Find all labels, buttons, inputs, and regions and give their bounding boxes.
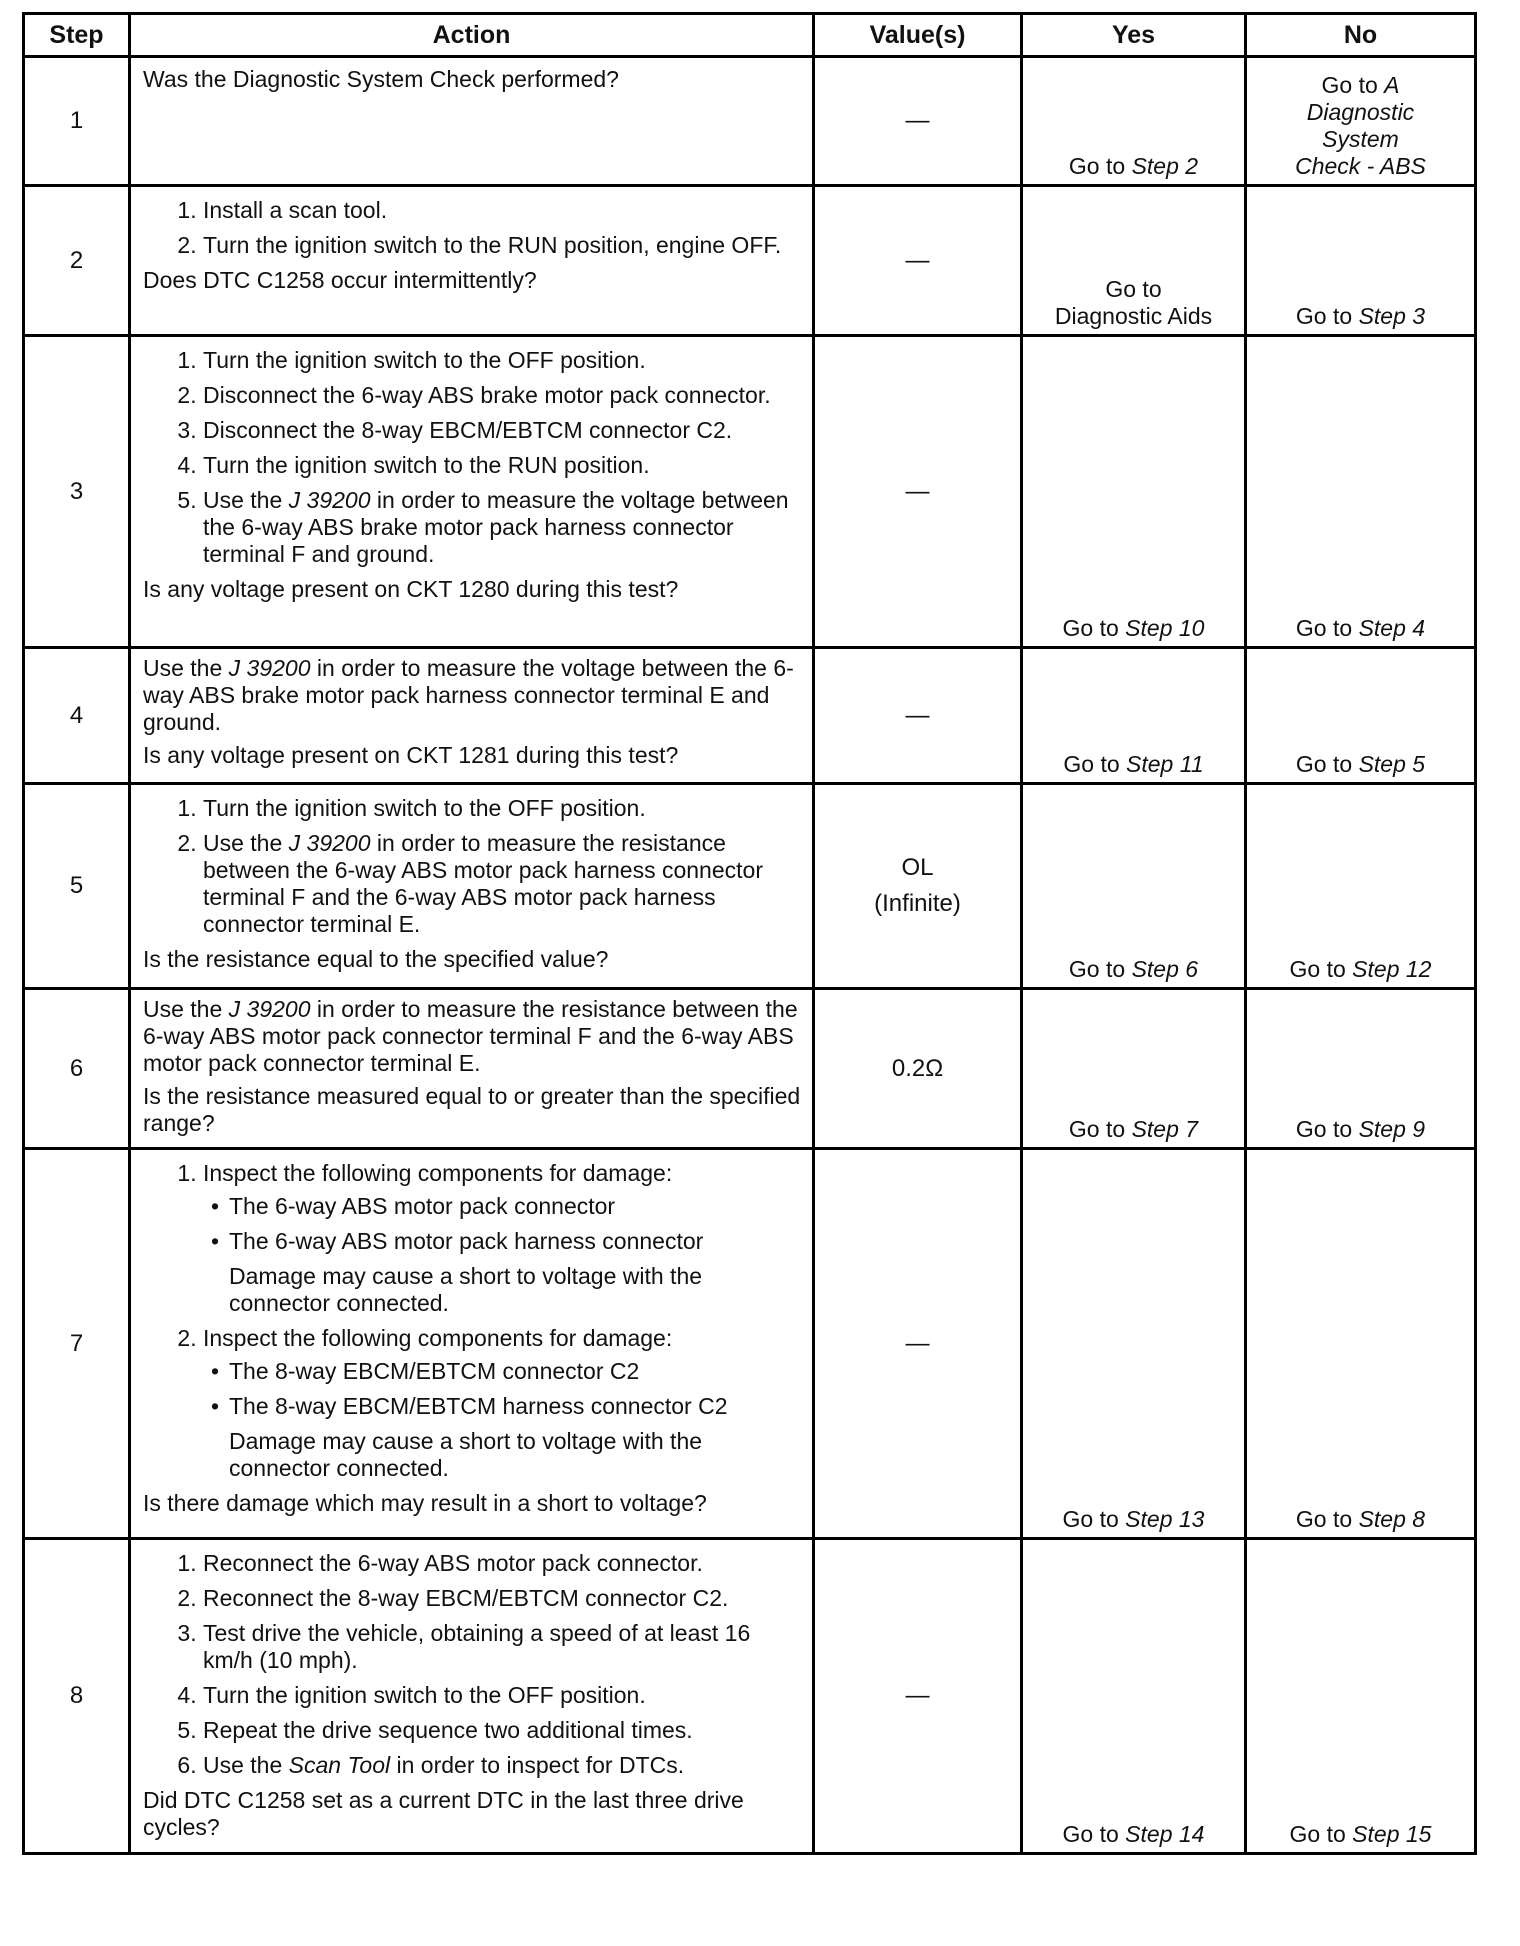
no-prefix: Go to xyxy=(1289,1821,1353,1847)
value-cell: — xyxy=(814,1149,1022,1539)
action-cell xyxy=(130,57,814,186)
action-cell xyxy=(130,1539,814,1854)
list-item: 4. Turn the ignition switch to the RUN position. xyxy=(203,452,804,479)
no-link-line-3[interactable]: System xyxy=(1322,126,1399,152)
no-link-step-8[interactable]: Step 8 xyxy=(1358,1506,1426,1532)
step-number: 4 xyxy=(24,648,130,784)
no-cell xyxy=(1246,784,1476,989)
table-row-step-8 xyxy=(24,1539,1476,1854)
yes-prefix: Go to xyxy=(1068,1116,1132,1142)
table-row-step-1 xyxy=(24,57,1476,186)
value-cell: — xyxy=(814,648,1022,784)
no-prefix: Go to xyxy=(1295,751,1359,777)
list-item: 1. Turn the ignition switch to the OFF position. xyxy=(203,347,804,374)
action-cell xyxy=(130,336,814,648)
tool-name: J 39200 xyxy=(228,996,311,1022)
step-number: 1 xyxy=(24,57,130,186)
text-segment: in order to measure the resistance between the 6-way ABS motor pack connector terminal F and the 6-way ABS motor pack connector terminal E. xyxy=(143,996,798,1076)
yes-cell xyxy=(1022,989,1246,1149)
step-number: 5 xyxy=(24,784,130,989)
text-segment: Use the xyxy=(143,655,229,681)
tool-name: J 39200 xyxy=(288,830,371,856)
action-cell xyxy=(130,784,814,989)
header-step: Step xyxy=(24,14,130,57)
yes-link-step-11[interactable]: Step 11 xyxy=(1126,751,1204,777)
yes-prefix: Go to xyxy=(1062,1506,1126,1532)
yes-cell xyxy=(1022,186,1246,336)
question-text: Is any voltage present on CKT 1281 during this test? xyxy=(143,742,679,768)
yes-cell xyxy=(1022,57,1246,186)
no-link-step-15[interactable]: Step 15 xyxy=(1352,1821,1432,1847)
yes-link-step-10[interactable]: Step 10 xyxy=(1125,615,1205,641)
no-prefix: Go to xyxy=(1295,1506,1359,1532)
yes-link-diagnostic-aids[interactable]: Diagnostic Aids xyxy=(1054,303,1213,329)
list-item: 2. Reconnect the 8-way EBCM/EBTCM connector C2. xyxy=(203,1585,804,1612)
text-segment: in order to measure the resistance between the 6-way ABS motor pack harness connector terminal F and the 6-way ABS motor pack harness connector terminal E. xyxy=(203,830,763,937)
diagnostic-table xyxy=(22,12,1477,1855)
table-row-step-7 xyxy=(24,1149,1476,1539)
no-link-line-2[interactable]: Diagnostic xyxy=(1306,99,1415,125)
instruction-list xyxy=(143,1160,804,1482)
instruction-list xyxy=(143,795,804,938)
no-prefix: Go to xyxy=(1321,72,1385,98)
no-cell xyxy=(1246,1539,1476,1854)
list-item xyxy=(203,1752,804,1779)
no-link-line-4[interactable]: Check - ABS xyxy=(1295,153,1426,179)
list-item: 1. Turn the ignition switch to the OFF position. xyxy=(203,795,804,822)
bullet-item: • The 8-way EBCM/EBTCM harness connector C2 xyxy=(229,1393,804,1420)
action-cell xyxy=(130,186,814,336)
list-item: 1. Reconnect the 6-way ABS motor pack connector. xyxy=(203,1550,804,1577)
no-cell xyxy=(1246,336,1476,648)
yes-link-step-7[interactable]: Step 7 xyxy=(1131,1116,1199,1142)
value-ol: OL xyxy=(901,854,934,881)
text-segment: in order to measure the voltage between the 6-way ABS brake motor pack harness connector terminal E and ground. xyxy=(143,655,794,735)
yes-prefix: Go to xyxy=(1062,1821,1126,1847)
list-item: 2. Disconnect the 6-way ABS brake motor pack connector. xyxy=(203,382,804,409)
bullet-list xyxy=(203,1358,804,1420)
inspect-lead: Inspect the following components for damage: xyxy=(203,1325,673,1351)
question-text: Is the resistance equal to the specified value? xyxy=(143,946,609,972)
tool-name: J 39200 xyxy=(228,655,311,681)
no-link-step-12[interactable]: Step 12 xyxy=(1352,956,1432,982)
action-cell xyxy=(130,1149,814,1539)
header-action: Action xyxy=(130,14,814,57)
yes-link-step-13[interactable]: Step 13 xyxy=(1125,1506,1205,1532)
header-no: No xyxy=(1246,14,1476,57)
yes-link-step-14[interactable]: Step 14 xyxy=(1125,1821,1205,1847)
no-prefix: Go to xyxy=(1295,615,1359,641)
yes-prefix: Go to xyxy=(1068,956,1132,982)
text-segment: in order to measure the voltage between the 6-way ABS brake motor pack harness connector terminal F and ground. xyxy=(203,487,789,567)
value-cell: — xyxy=(814,336,1022,648)
text-segment: in order to inspect for DTCs. xyxy=(390,1752,685,1778)
table-row-step-5 xyxy=(24,784,1476,989)
instruction-list xyxy=(143,347,804,568)
question-text: Is any voltage present on CKT 1280 during this test? xyxy=(143,576,679,602)
header-row xyxy=(24,14,1476,57)
instruction-text xyxy=(143,655,794,735)
list-item xyxy=(203,1160,804,1317)
text-segment: Use the xyxy=(203,487,289,513)
damage-note: Damage may cause a short to voltage with the connector connected. xyxy=(229,1428,703,1481)
instruction-list xyxy=(143,1550,804,1779)
question-text: Does DTC C1258 occur intermittently? xyxy=(143,267,537,293)
yes-line-1: Go to xyxy=(1105,276,1162,302)
value-cell: — xyxy=(814,1539,1022,1854)
step-number: 3 xyxy=(24,336,130,648)
yes-link-step-6[interactable]: Step 6 xyxy=(1131,956,1199,982)
text-segment: Use the xyxy=(203,1752,289,1778)
list-item: 2. Turn the ignition switch to the RUN position, engine OFF. xyxy=(203,232,804,259)
text-segment: Use the xyxy=(143,996,229,1022)
list-item xyxy=(203,830,804,938)
list-item: 5. Repeat the drive sequence two additional times. xyxy=(203,1717,804,1744)
instruction-list xyxy=(143,197,804,259)
value-cell: — xyxy=(814,57,1022,186)
question-text: Was the Diagnostic System Check performed? xyxy=(143,66,619,92)
header-yes: Yes xyxy=(1022,14,1246,57)
value-cell: — xyxy=(814,186,1022,336)
list-item: 1. Install a scan tool. xyxy=(203,197,804,224)
instruction-text xyxy=(143,996,798,1076)
step-number: 6 xyxy=(24,989,130,1149)
no-prefix: Go to xyxy=(1295,303,1359,329)
list-item xyxy=(203,487,804,568)
no-cell xyxy=(1246,186,1476,336)
yes-cell xyxy=(1022,1149,1246,1539)
bullet-item: • The 8-way EBCM/EBTCM connector C2 xyxy=(229,1358,804,1385)
list-item: 4. Turn the ignition switch to the OFF position. xyxy=(203,1682,804,1709)
damage-note: Damage may cause a short to voltage with the connector connected. xyxy=(229,1263,703,1316)
yes-link-step-2[interactable]: Step 2 xyxy=(1131,153,1199,179)
list-item: 3. Test drive the vehicle, obtaining a speed of at least 16 km/h (10 mph). xyxy=(203,1620,804,1674)
no-prefix: Go to xyxy=(1289,956,1353,982)
yes-cell xyxy=(1022,784,1246,989)
step-number: 7 xyxy=(24,1149,130,1539)
table-row-step-4 xyxy=(24,648,1476,784)
tool-name: Scan Tool xyxy=(288,1752,391,1778)
tool-name: J 39200 xyxy=(288,487,371,513)
step-number: 8 xyxy=(24,1539,130,1854)
list-item: 3. Disconnect the 8-way EBCM/EBTCM connector C2. xyxy=(203,417,804,444)
no-cell xyxy=(1246,648,1476,784)
no-link-a[interactable]: A xyxy=(1384,72,1400,98)
yes-cell xyxy=(1022,648,1246,784)
inspect-lead: Inspect the following components for damage: xyxy=(203,1160,673,1186)
action-cell xyxy=(130,989,814,1149)
list-item xyxy=(203,1325,804,1482)
no-prefix: Go to xyxy=(1295,1116,1359,1142)
action-cell xyxy=(130,648,814,784)
table-row-step-3 xyxy=(24,336,1476,648)
table-row-step-6 xyxy=(24,989,1476,1149)
question-text: Is the resistance measured equal to or greater than the specified range? xyxy=(143,1083,801,1136)
bullet-item: • The 6-way ABS motor pack harness connector xyxy=(229,1228,804,1255)
text-segment: Use the xyxy=(203,830,289,856)
value-cell xyxy=(814,784,1022,989)
question-text: Did DTC C1258 set as a current DTC in the last three drive cycles? xyxy=(143,1787,744,1840)
table-row-step-2 xyxy=(24,186,1476,336)
bullet-list xyxy=(203,1193,804,1255)
question-text: Is there damage which may result in a short to voltage? xyxy=(143,1490,707,1516)
bullet-item: • The 6-way ABS motor pack connector xyxy=(229,1193,804,1220)
value-cell: 0.2Ω xyxy=(814,989,1022,1149)
yes-cell xyxy=(1022,1539,1246,1854)
yes-cell xyxy=(1022,336,1246,648)
step-number: 2 xyxy=(24,186,130,336)
no-cell xyxy=(1246,1149,1476,1539)
header-values: Value(s) xyxy=(814,14,1022,57)
yes-prefix: Go to xyxy=(1063,751,1127,777)
no-link-step-4[interactable]: Step 4 xyxy=(1358,615,1426,641)
no-link-step-5[interactable]: Step 5 xyxy=(1358,751,1426,777)
yes-prefix: Go to xyxy=(1062,615,1126,641)
yes-prefix: Go to xyxy=(1068,153,1132,179)
no-cell xyxy=(1246,57,1476,186)
no-link-step-3[interactable]: Step 3 xyxy=(1358,303,1426,329)
no-link-step-9[interactable]: Step 9 xyxy=(1358,1116,1426,1142)
no-cell xyxy=(1246,989,1476,1149)
value-infinite: (Infinite) xyxy=(874,890,961,917)
